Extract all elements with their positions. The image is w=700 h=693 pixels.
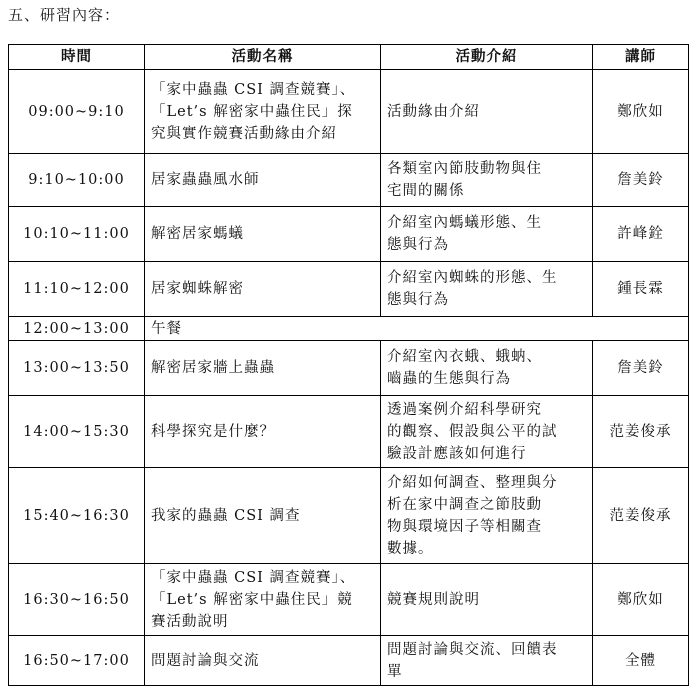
activity-name-line: 解密居家螞蟻 (151, 226, 244, 242)
activity-name-cell (145, 468, 381, 564)
activity-description-line: 介紹如何調查、整理與分 (387, 474, 558, 491)
time-cell: 14:00~15:30 (9, 396, 145, 468)
activity-name-line: 「Let’s 解密家中蟲住民」探 (151, 103, 353, 120)
lecturer-cell: 鄭欣如 (593, 70, 689, 154)
activity-name-cell (145, 341, 381, 396)
activity-name-line: 科學探究是什麼？ (151, 423, 275, 440)
schedule-table (8, 44, 689, 686)
activity-name-line: 我家的蟲蟲 CSI 調查 (151, 507, 301, 524)
header-lecturer: 講師 (593, 45, 689, 70)
activity-description-line: 透過案例介紹科學研究 (387, 401, 542, 418)
table-row (9, 636, 689, 686)
table-row (9, 154, 689, 207)
activity-description-line: 介紹室內蜘蛛的形態、生 (387, 270, 558, 286)
activity-description-cell (381, 564, 593, 636)
header-time: 時間 (9, 45, 145, 70)
time-cell: 9:10~10:00 (9, 154, 145, 207)
activity-description-line: 數據。 (387, 540, 434, 557)
activity-description-line: 單 (387, 663, 403, 680)
activity-name-line: 居家蟲蟲風水師 (151, 172, 260, 188)
activity-description-cell (381, 396, 593, 468)
time-cell: 13:00~13:50 (9, 341, 145, 396)
activity-description-line: 問題討論與交流、回饋表 (387, 641, 558, 658)
table-row (9, 468, 689, 564)
header-activity-name: 活動名稱 (145, 45, 381, 70)
table-row (9, 564, 689, 636)
time-cell: 16:30~16:50 (9, 564, 145, 636)
activity-name-line: 「家中蟲蟲 CSI 調查競賽」、 (151, 569, 356, 586)
table-header-row (9, 45, 689, 70)
activity-name-cell (145, 396, 381, 468)
lecturer-cell: 詹美鈴 (593, 154, 689, 207)
lunch-cell: 午餐 (145, 317, 689, 341)
activity-name-line: 解密居家牆上蟲蟲 (151, 360, 275, 376)
activity-description-cell (381, 70, 593, 154)
activity-description-line: 活動緣由介紹 (387, 103, 480, 120)
activity-description-cell (381, 468, 593, 564)
lecturer-cell: 許峰銓 (593, 207, 689, 262)
activity-name-cell (145, 636, 381, 686)
lecturer-cell: 范姜俊承 (593, 396, 689, 468)
activity-name-cell (145, 70, 381, 154)
lecturer-cell: 范姜俊承 (593, 468, 689, 564)
activity-description-line: 宅間的關係 (387, 183, 465, 199)
activity-name-cell (145, 262, 381, 317)
activity-name-cell (145, 154, 381, 207)
activity-description-cell (381, 154, 593, 207)
activity-description-line: 態與行為 (387, 292, 449, 308)
activity-name-line: 賽活動說明 (151, 613, 229, 630)
activity-description-line: 驗設計應該如何進行 (387, 445, 527, 462)
activity-description-line: 析在家中調查之節肢動 (387, 496, 542, 513)
activity-description-line: 態與行為 (387, 237, 449, 253)
activity-description-cell (381, 636, 593, 686)
activity-name-line: 居家蜘蛛解密 (151, 281, 244, 297)
table-row (9, 262, 689, 317)
time-cell: 11:10~12:00 (9, 262, 145, 317)
lecturer-cell: 全體 (593, 636, 689, 686)
activity-name-line: 「Let’s 解密家中蟲住民」競 (151, 591, 353, 608)
table-row (9, 70, 689, 154)
activity-description-line: 的觀察、假設與公平的試 (387, 423, 558, 440)
lecturer-cell: 鄭欣如 (593, 564, 689, 636)
section-heading: 五、研習內容： (8, 6, 121, 24)
activity-name-cell (145, 207, 381, 262)
activity-description-cell (381, 341, 593, 396)
activity-description-line: 介紹室內衣蛾、蛾蚋、 (387, 349, 542, 365)
activity-description-cell (381, 207, 593, 262)
activity-name-line: 「家中蟲蟲 CSI 調查競賽」、 (151, 81, 356, 98)
lecturer-cell: 鍾長霖 (593, 262, 689, 317)
table-row (9, 341, 689, 396)
activity-name-line: 究與實作競賽活動緣由介紹 (151, 125, 337, 142)
table-row (9, 396, 689, 468)
time-cell: 10:10~11:00 (9, 207, 145, 262)
activity-description-line: 各類室內節肢動物與住 (387, 161, 542, 177)
time-cell: 12:00~13:00 (9, 317, 145, 341)
activity-description-line: 介紹室內螞蟻形態、生 (387, 215, 542, 231)
table-row (9, 207, 689, 262)
activity-description-line: 嚙蟲的生態與行為 (387, 371, 511, 387)
time-cell: 16:50~17:00 (9, 636, 145, 686)
time-cell: 09:00~9:10 (9, 70, 145, 154)
activity-description-line: 物與環境因子等相關查 (387, 518, 542, 535)
header-activity-description: 活動介紹 (381, 45, 593, 70)
activity-name-cell (145, 564, 381, 636)
activity-name-line: 問題討論與交流 (151, 652, 260, 669)
table-row-lunch (9, 317, 689, 341)
lecturer-cell: 詹美鈴 (593, 341, 689, 396)
time-cell: 15:40~16:30 (9, 468, 145, 564)
activity-description-cell (381, 262, 593, 317)
activity-description-line: 競賽規則說明 (387, 591, 480, 608)
